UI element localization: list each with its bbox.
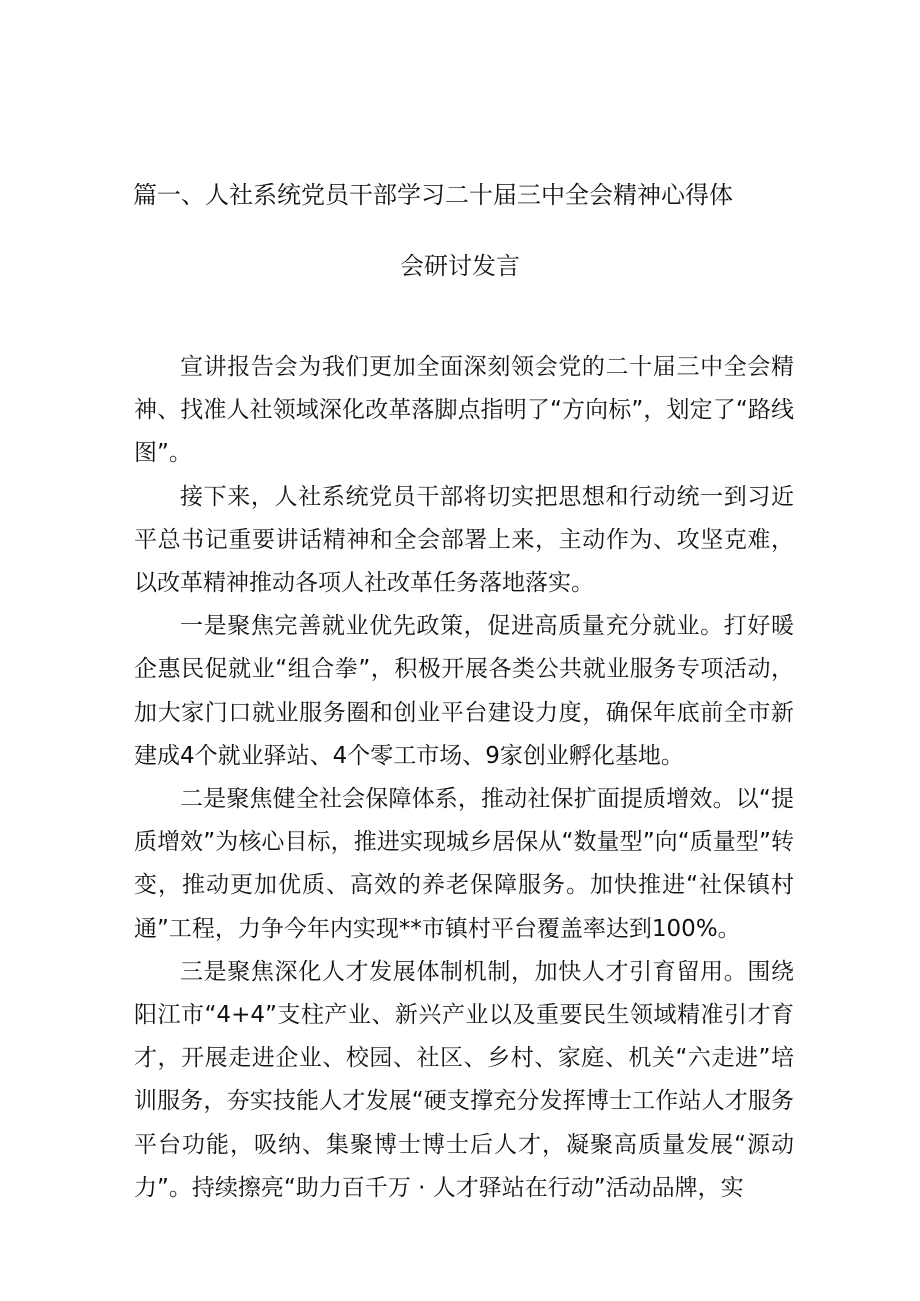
paragraph-next-steps: 接下来，人社系统党员干部将切实把思想和行动统一到习近平总书记重要讲话精神和全会部署上来，主动作为、攻坚克难，以改革精神推动各项人社改革任务落地落实。 bbox=[134, 483, 794, 597]
paragraph-employment: 一是聚焦完善就业优先政策，促进高质量充分就业。打好暖企惠民促就业“组合拳”，积极开展各类公共就业服务专项活动，加大家门口就业服务圈和创业平台建设力度，确保年底前全市新建成4个就业驿站、4个零工市场、9家创业孵化基地。 bbox=[134, 613, 794, 769]
document-title-line-1: 篇一、人社系统党员干部学习二十届三中全会精神心得体 bbox=[133, 181, 733, 209]
paragraph-social-security: 二是聚焦健全社会保障体系，推动社保扩面提质增效。以“提质增效”为核心目标，推进实现城乡居保从“数量型”向“质量型”转变，推动更加优质、高效的养老保障服务。加快推进“社保镇村通”工程，力争今年内实现**市镇村平台覆盖率达到100%。 bbox=[134, 786, 794, 942]
paragraph-talent: 三是聚焦深化人才发展体制机制，加快人才引育留用。围绕阳江市“4+4”支柱产业、新兴产业以及重要民生领域精准引才育才，开展走进企业、校园、社区、乡村、家庭、机关“六走进”培训服务，夯实技能人才发展“硬支撑充分发挥博士工作站人才服务平台功能，吸纳、集聚博士博士后人才，凝聚高质量发展“源动力”。持续擦亮“助力百千万 · 人才驿站在行动”活动品牌，实 bbox=[134, 958, 794, 1201]
document-body bbox=[134, 346, 794, 1210]
paragraph-intro: 宣讲报告会为我们更加全面深刻领会党的二十届三中全会精神、找准人社领域深化改革落脚点指明了“方向标”，划定了“路线图”。 bbox=[134, 354, 794, 467]
document-title-line-2: 会研讨发言 bbox=[400, 252, 520, 280]
